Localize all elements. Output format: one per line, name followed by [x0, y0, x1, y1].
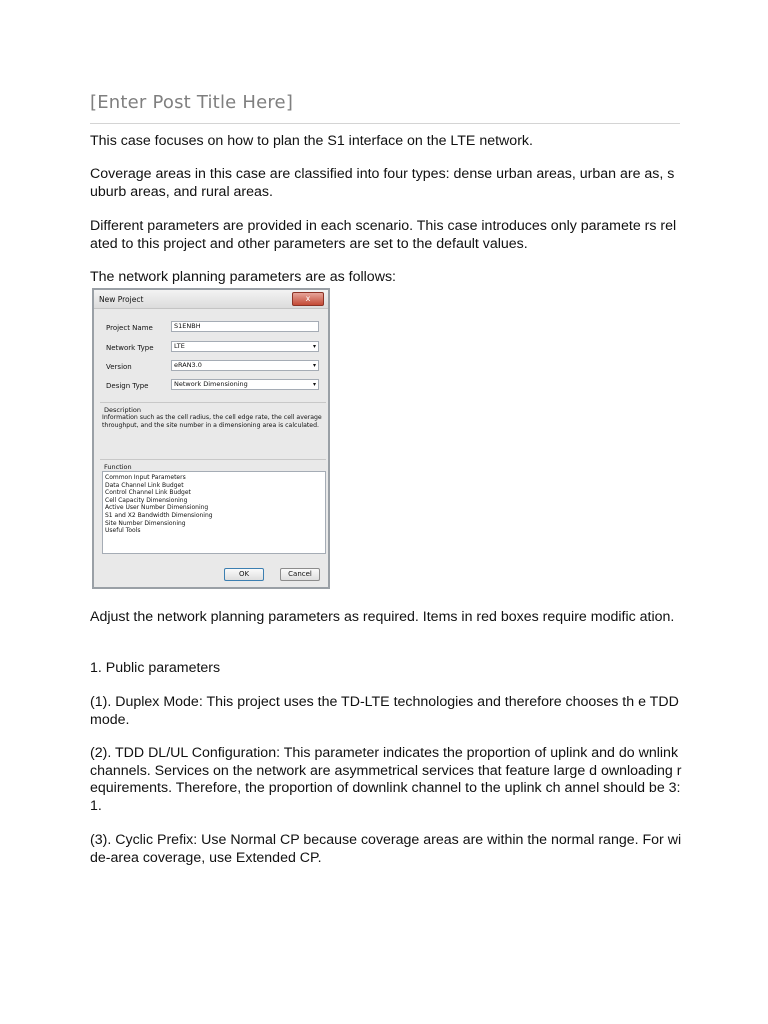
chevron-down-icon: ▾ [312, 343, 316, 350]
paragraph-coverage: Coverage areas in this case are classified into four types: dense urban areas, urban are as, suburb areas, and rural areas. [90, 166, 675, 200]
version-label: Version [106, 363, 132, 371]
post-title: [Enter Post Title Here] [90, 92, 294, 113]
description-label: Description [104, 406, 142, 414]
new-project-dialog [92, 288, 330, 589]
list-item[interactable]: Data Channel Link Budget [105, 481, 184, 489]
function-divider [100, 459, 326, 460]
ok-button[interactable]: OK [224, 568, 264, 581]
dialog-title: New Project [99, 295, 144, 304]
network-type-select[interactable] [171, 341, 319, 352]
list-item[interactable]: Cell Capacity Dimensioning [105, 496, 188, 504]
list-item[interactable]: S1 and X2 Bandwidth Dimensioning [105, 511, 213, 519]
list-item[interactable]: Site Number Dimensioning [105, 519, 186, 527]
paragraph-planning-intro: The network planning parameters are as follows: [90, 269, 396, 285]
paragraph-tdd-config: (2). TDD DL/UL Configuration: This parameter indicates the proportion of uplink and do wnlink channels. Services on the network are asymmetrical services that feature large d ownloading requirements. Therefore, the proportion of downlink channel to the uplink ch annel should be 3:1. [90, 745, 682, 814]
list-item[interactable]: Common Input Parameters [105, 474, 186, 481]
description-text: Information such as the cell radius, the cell edge rate, the cell average throughput, and the site number in a dimensioning area is calculated. [102, 414, 322, 429]
project-name-input[interactable]: S1ENBH [171, 321, 319, 332]
paragraph-parameters: Different parameters are provided in each scenario. This case introduces only paramete rs related to this project and other parameters are set to the default values. [90, 218, 677, 252]
version-select[interactable] [171, 360, 319, 371]
paragraph-adjust: Adjust the network planning parameters as required. Items in red boxes require modific ation. [90, 609, 675, 625]
network-type-label: Network Type [106, 344, 154, 352]
chevron-down-icon: ▾ [312, 362, 316, 369]
dialog-titlebar [94, 290, 328, 309]
cancel-button[interactable]: Cancel [280, 568, 320, 581]
paragraph-intro: This case focuses on how to plan the S1 interface on the LTE network. [90, 133, 533, 149]
chevron-down-icon: ▾ [312, 381, 316, 388]
design-type-label: Design Type [106, 382, 149, 390]
paragraph-duplex-mode: (1). Duplex Mode: This project uses the TD-LTE technologies and therefore chooses th e TDD mode. [90, 694, 679, 728]
version-value: eRAN3.0 [174, 361, 202, 369]
function-list[interactable] [102, 471, 326, 554]
list-item[interactable]: Active User Number Dimensioning [105, 504, 209, 512]
title-divider [90, 123, 680, 124]
paragraph-public-parameters: 1. Public parameters [90, 660, 221, 676]
design-type-value: Network Dimensioning [174, 380, 248, 388]
design-type-select[interactable] [171, 379, 319, 390]
description-divider [100, 402, 326, 403]
project-name-label: Project Name [106, 324, 153, 332]
list-item[interactable]: Control Channel Link Budget [105, 489, 191, 497]
list-item[interactable]: Useful Tools [105, 527, 141, 535]
paragraph-cyclic-prefix: (3). Cyclic Prefix: Use Normal CP because coverage areas are within the normal range. For wide-area coverage, use Extended CP. [90, 832, 682, 866]
network-type-value: LTE [174, 342, 185, 350]
function-label: Function [104, 463, 132, 471]
close-icon[interactable]: x [292, 292, 324, 306]
